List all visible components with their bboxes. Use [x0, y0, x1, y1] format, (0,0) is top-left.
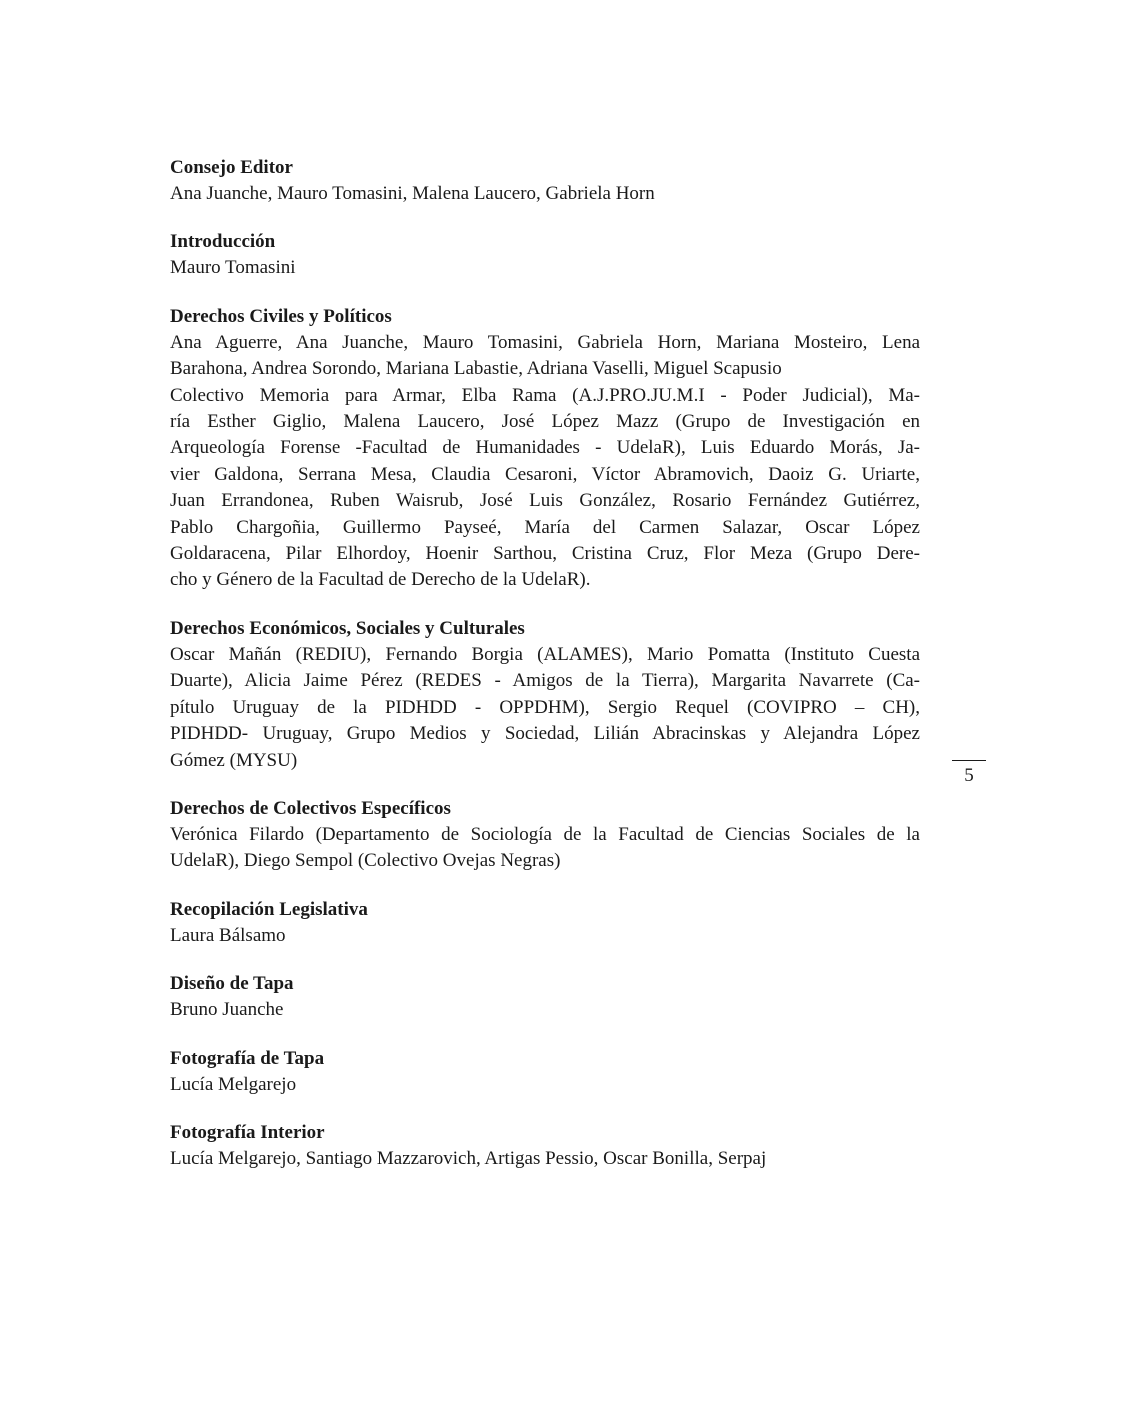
text-line: Mauro Tomasini — [170, 257, 296, 279]
section-title: Fotografía Interior — [170, 1121, 325, 1143]
section-title: Diseño de Tapa — [170, 973, 294, 995]
text-line: Goldaracena, Pilar Elhordoy, Hoenir Sarthou, Cristina Cruz, Flor Meza (Grupo Dere- — [170, 543, 920, 565]
text-line: Bruno Juanche — [170, 999, 284, 1021]
text-line: UdelaR), Diego Sempol (Colectivo Ovejas Negras) — [170, 850, 561, 872]
section-title: Derechos de Colectivos Específicos — [170, 797, 451, 819]
credits-section-consejo-editor — [170, 155, 920, 207]
credits-section-colectivos-especificos — [170, 796, 920, 875]
text-line: ría Esther Giglio, Malena Laucero, José López Mazz (Grupo de Investigación en — [170, 411, 920, 433]
text-line: Lucía Melgarejo, Santiago Mazzarovich, Artigas Pessio, Oscar Bonilla, Serpaj — [170, 1147, 767, 1169]
text-line: Oscar Mañán (REDIU), Fernando Borgia (ALAMES), Mario Pomatta (Instituto Cuesta — [170, 643, 920, 665]
page-number: 5 — [964, 765, 974, 786]
credits-section-introduccion — [170, 229, 920, 281]
section-title: Derechos Económicos, Sociales y Culturales — [170, 617, 525, 639]
section-body — [170, 1072, 920, 1098]
section-body — [170, 1146, 920, 1172]
section-body — [170, 181, 920, 207]
credits-section-derechos-civiles — [170, 304, 920, 594]
section-title: Consejo Editor — [170, 157, 293, 178]
section-body — [170, 330, 920, 594]
section-body — [170, 255, 920, 281]
credits-section-recopilacion-legislativa — [170, 897, 920, 949]
text-line: Barahona, Andrea Sorondo, Mariana Labastie, Adriana Vaselli, Miguel Scapusio — [170, 358, 782, 380]
credits-section-diseno-de-tapa — [170, 971, 920, 1023]
text-line: vier Galdona, Serrana Mesa, Claudia Cesaroni, Víctor Abramovich, Daoiz G. Uriarte, — [170, 463, 920, 485]
credits-section-derechos-economicos — [170, 616, 920, 774]
credits-list — [170, 155, 920, 1194]
text-line: pítulo Uruguay de la PIDHDD - OPPDHM), Sergio Requel (COVIPRO – CH), — [170, 696, 920, 718]
page-number-rule — [952, 760, 986, 761]
text-line: Laura Bálsamo — [170, 924, 286, 946]
section-title: Introducción — [170, 231, 276, 253]
section-body — [170, 642, 920, 774]
section-body — [170, 822, 920, 875]
credits-section-fotografia-interior — [170, 1120, 920, 1172]
text-line: Lucía Melgarejo — [170, 1073, 297, 1095]
text-line: Ana Juanche, Mauro Tomasini, Malena Laucero, Gabriela Horn — [170, 183, 655, 204]
text-line: Arqueología Forense -Facultad de Humanidades - UdelaR), Luis Eduardo Morás, Ja- — [170, 437, 920, 459]
text-line: cho y Género de la Facultad de Derecho de la UdelaR). — [170, 569, 591, 591]
text-line: Ana Aguerre, Ana Juanche, Mauro Tomasini, Gabriela Horn, Mariana Mosteiro, Lena — [170, 331, 920, 353]
section-body — [170, 923, 920, 949]
text-line: Juan Errandonea, Ruben Waisrub, José Luis González, Rosario Fernández Gutiérrez, — [170, 490, 920, 512]
text-line: Verónica Filardo (Departamento de Sociología de la Facultad de Ciencias Sociales de la — [170, 823, 920, 845]
text-line: Pablo Chargoñia, Guillermo Payseé, María del Carmen Salazar, Oscar López — [170, 516, 920, 538]
section-title: Derechos Civiles y Políticos — [170, 305, 392, 327]
text-line: Gómez (MYSU) — [170, 749, 298, 771]
text-line: Colectivo Memoria para Armar, Elba Rama (A.J.PRO.JU.M.I - Poder Judicial), Ma- — [170, 384, 920, 406]
section-title: Fotografía de Tapa — [170, 1047, 325, 1069]
credits-section-fotografia-de-tapa — [170, 1046, 920, 1098]
text-line: Duarte), Alicia Jaime Pérez (REDES - Amigos de la Tierra), Margarita Navarrete (Ca- — [170, 670, 920, 692]
text-line: PIDHDD- Uruguay, Grupo Medios y Sociedad, Lilián Abracinskas y Alejandra López — [170, 723, 920, 745]
section-title: Recopilación Legislativa — [170, 898, 368, 920]
section-body — [170, 997, 920, 1023]
